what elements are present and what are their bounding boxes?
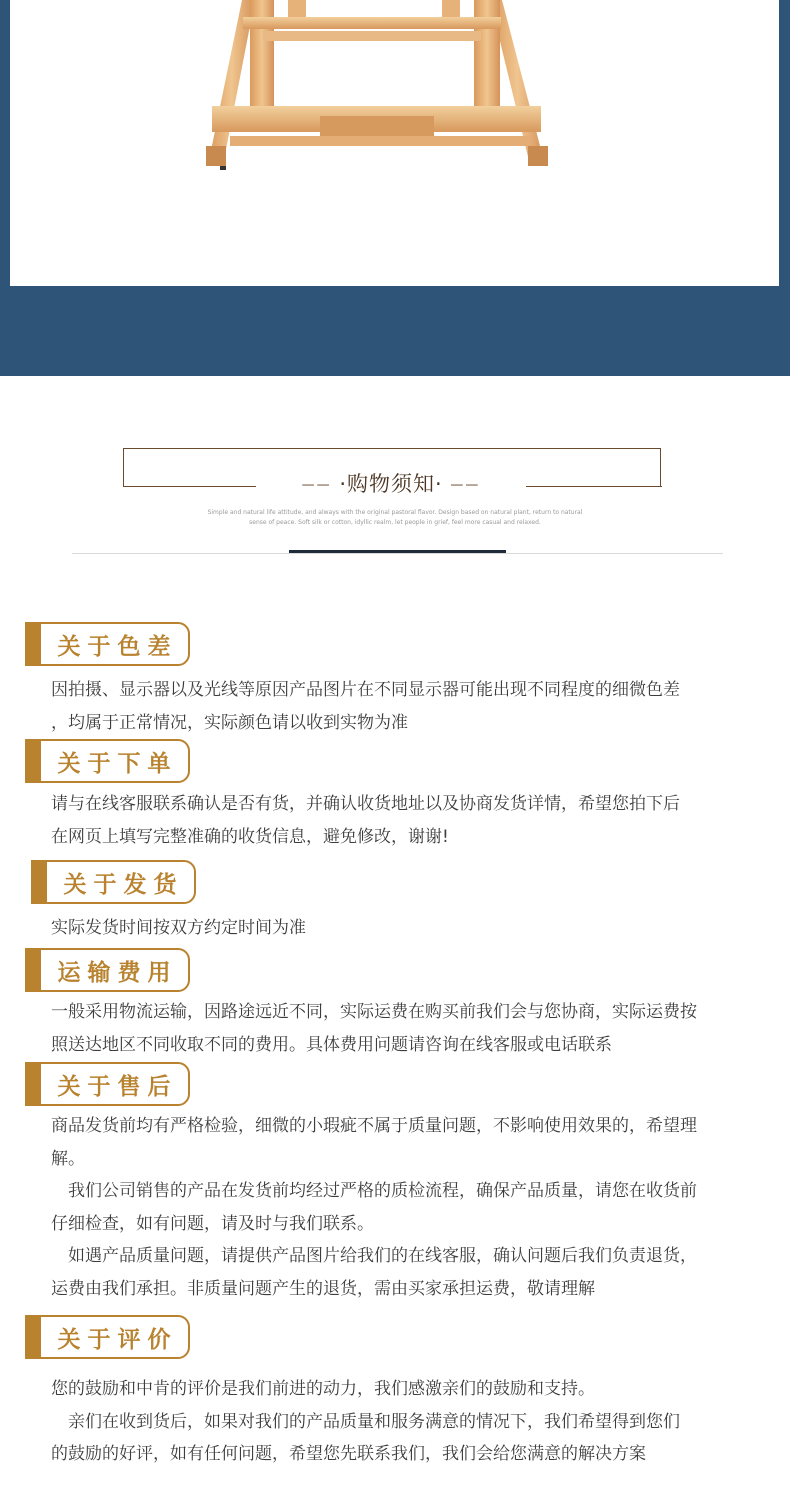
section-text-color-difference: 因拍摄、显示器以及光线等原因产品图片在不同显示器可能出现不同程度的细微色差 ，均属于正常情况，实际颜色请以收到实物为准: [51, 680, 680, 733]
title-rule-right: [526, 486, 662, 487]
section-text-ordering: 请与在线客服联系确认是否有货，并确认收货地址以及协商发货详情，希望您拍下后 在网页上填写完整准确的收货信息，避免修改，谢谢!: [51, 794, 680, 847]
section-text-freight: 一般采用物流运输，因路途远近不同，实际运费在购买前我们会与您协商，实际运费按 照送达地区不同收取不同的费用。具体费用问题请咨询在线客服或电话联系: [51, 1002, 697, 1055]
divider-line: [72, 553, 723, 554]
section-header-after-sales: 关于售后: [25, 1062, 190, 1106]
section-text-reviews: 您的鼓励和中肯的评价是我们前进的动力，我们感激亲们的鼓励和支持。 亲们在收到货后，如果对我们的产品质量和服务满意的情况下，我们希望得到您们 的鼓励的好评，如有任何问题，希望您先联系我们，我们会给您满意的解决方案: [51, 1379, 680, 1464]
section-header-freight: 运输费用: [25, 948, 190, 992]
wooden-easel-image: [10, 0, 779, 286]
product-photo-panel: [10, 0, 779, 286]
product-banner: [0, 0, 790, 376]
section-text-after-sales: 商品发货前均有严格检验，细微的小瑕疵不属于质量问题，不影响使用效果的，希望理 解。 我们公司销售的产品在发货前均经过严格的质检流程，确保产品质量，请您在收货前 仔细检查，如有问题，请及时与我们联系。 如遇产品质量问题，请提供产品图片给我们的在线客服，确认问题后我们负责退货， 运费由我们承担。非质量问题产生的退货，需由买家承担运费，敬请理解: [51, 1116, 697, 1299]
page-title: —— ·购物须知· ——: [301, 472, 481, 496]
section-header-reviews: 关于评价: [25, 1315, 190, 1359]
title-rule-left: [123, 486, 256, 487]
page-subtitle: Simple and natural life attitude, and always with the original pastoral flavor. Design based on natural plant, return to natural sense of peace. Soft silk or cotton, idyllic realm, let people in grief, feel more casual and relaxed.: [207, 509, 583, 526]
section-header-ordering: 关于下单: [25, 739, 190, 783]
section-header-shipping: 关于发货: [31, 860, 196, 904]
section-header-color-difference: 关于色差: [25, 622, 190, 666]
divider-accent: [289, 550, 506, 553]
section-text-shipping: 实际发货时间按双方约定时间为准: [51, 918, 306, 938]
page-title-text: 购物须知: [347, 472, 435, 496]
